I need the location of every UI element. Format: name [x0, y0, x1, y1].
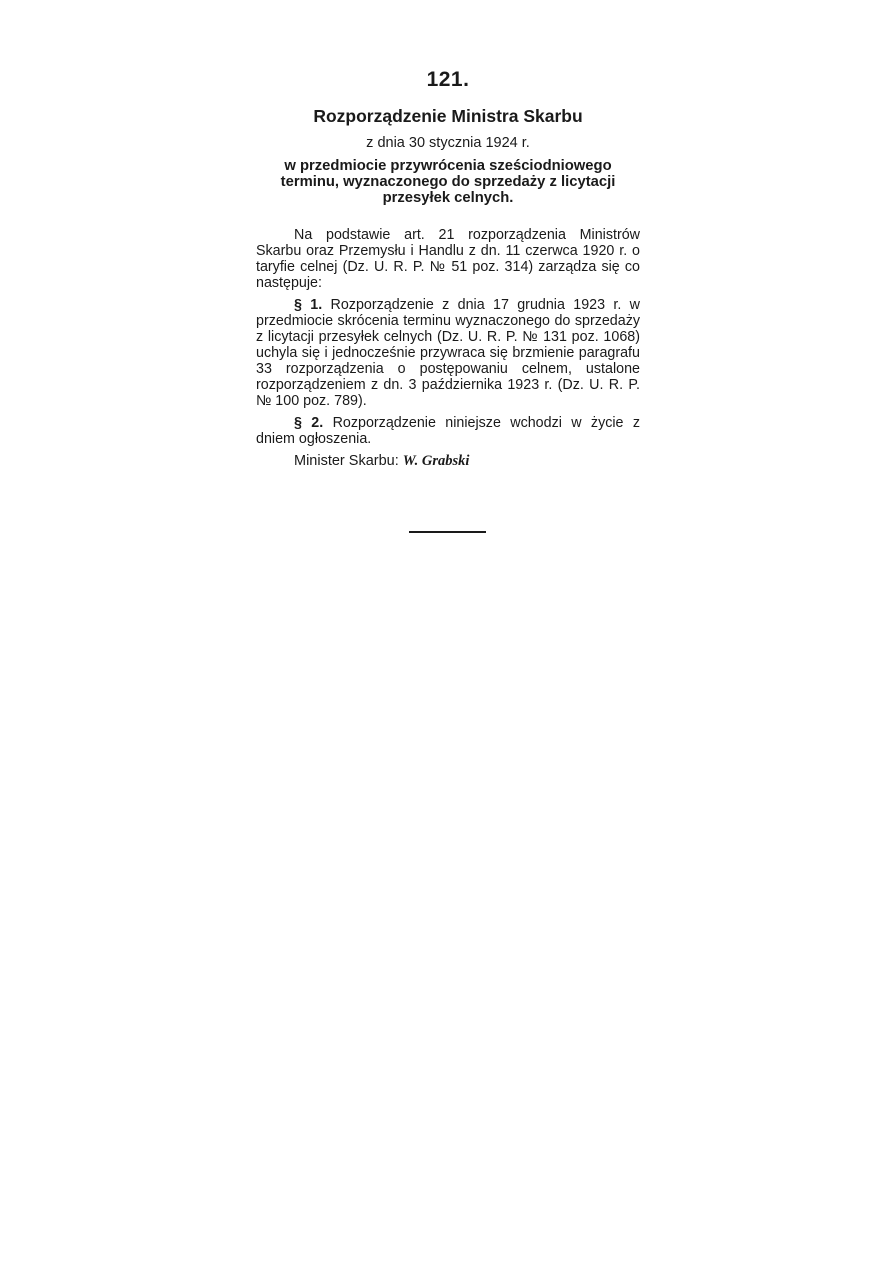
intro-text: Na podstawie art. 21 rozporządzenia Ministrów Skarbu oraz Przemysłu i Handlu z dn. 11 czerwca 1920 r. o taryfie celnej (Dz. U. R. P. № 51 poz. 314) zarządza się co następuje:: [256, 227, 640, 291]
section-2-label: § 2.: [294, 415, 324, 431]
section-2-text: Rozporządzenie niniejsze wchodzi w życie z dniem ogłoszenia.: [256, 415, 640, 447]
document-number: 121.: [426, 68, 470, 91]
document-subject: w przedmiocie przywrócenia sześciodniowego terminu, wyznaczonego do sprzedaży z licytacji przesyłek celnych.: [280, 158, 616, 206]
section-1: [256, 297, 640, 409]
section-1-label: § 1.: [294, 297, 323, 313]
intro-paragraph: [256, 227, 640, 291]
section-2: [256, 415, 640, 447]
signature-name: W. Grabski: [402, 453, 470, 469]
document-page: [256, 68, 640, 470]
signature-role: Minister Skarbu:: [294, 453, 399, 469]
document-date: z dnia 30 stycznia 1924 r.: [366, 135, 530, 151]
closing-divider: [409, 531, 486, 533]
document-title: Rozporządzenie Ministra Skarbu: [313, 106, 583, 126]
signature-line: [294, 453, 640, 470]
section-1-text: Rozporządzenie z dnia 17 grudnia 1923 r. w przedmiocie skrócenia terminu wyznaczonego do sprzedaży z licytacji przesyłek celnych (Dz. U. R. P. № 131 poz. 1068) uchyla się i jednocześnie przywraca się brzmienie paragrafu 33 rozporządzenia o postępowaniu celnem, ustalone rozporządzeniem z dn. 3 października 1923 r. (Dz. U. R. P. № 100 poz. 789).: [256, 297, 640, 409]
